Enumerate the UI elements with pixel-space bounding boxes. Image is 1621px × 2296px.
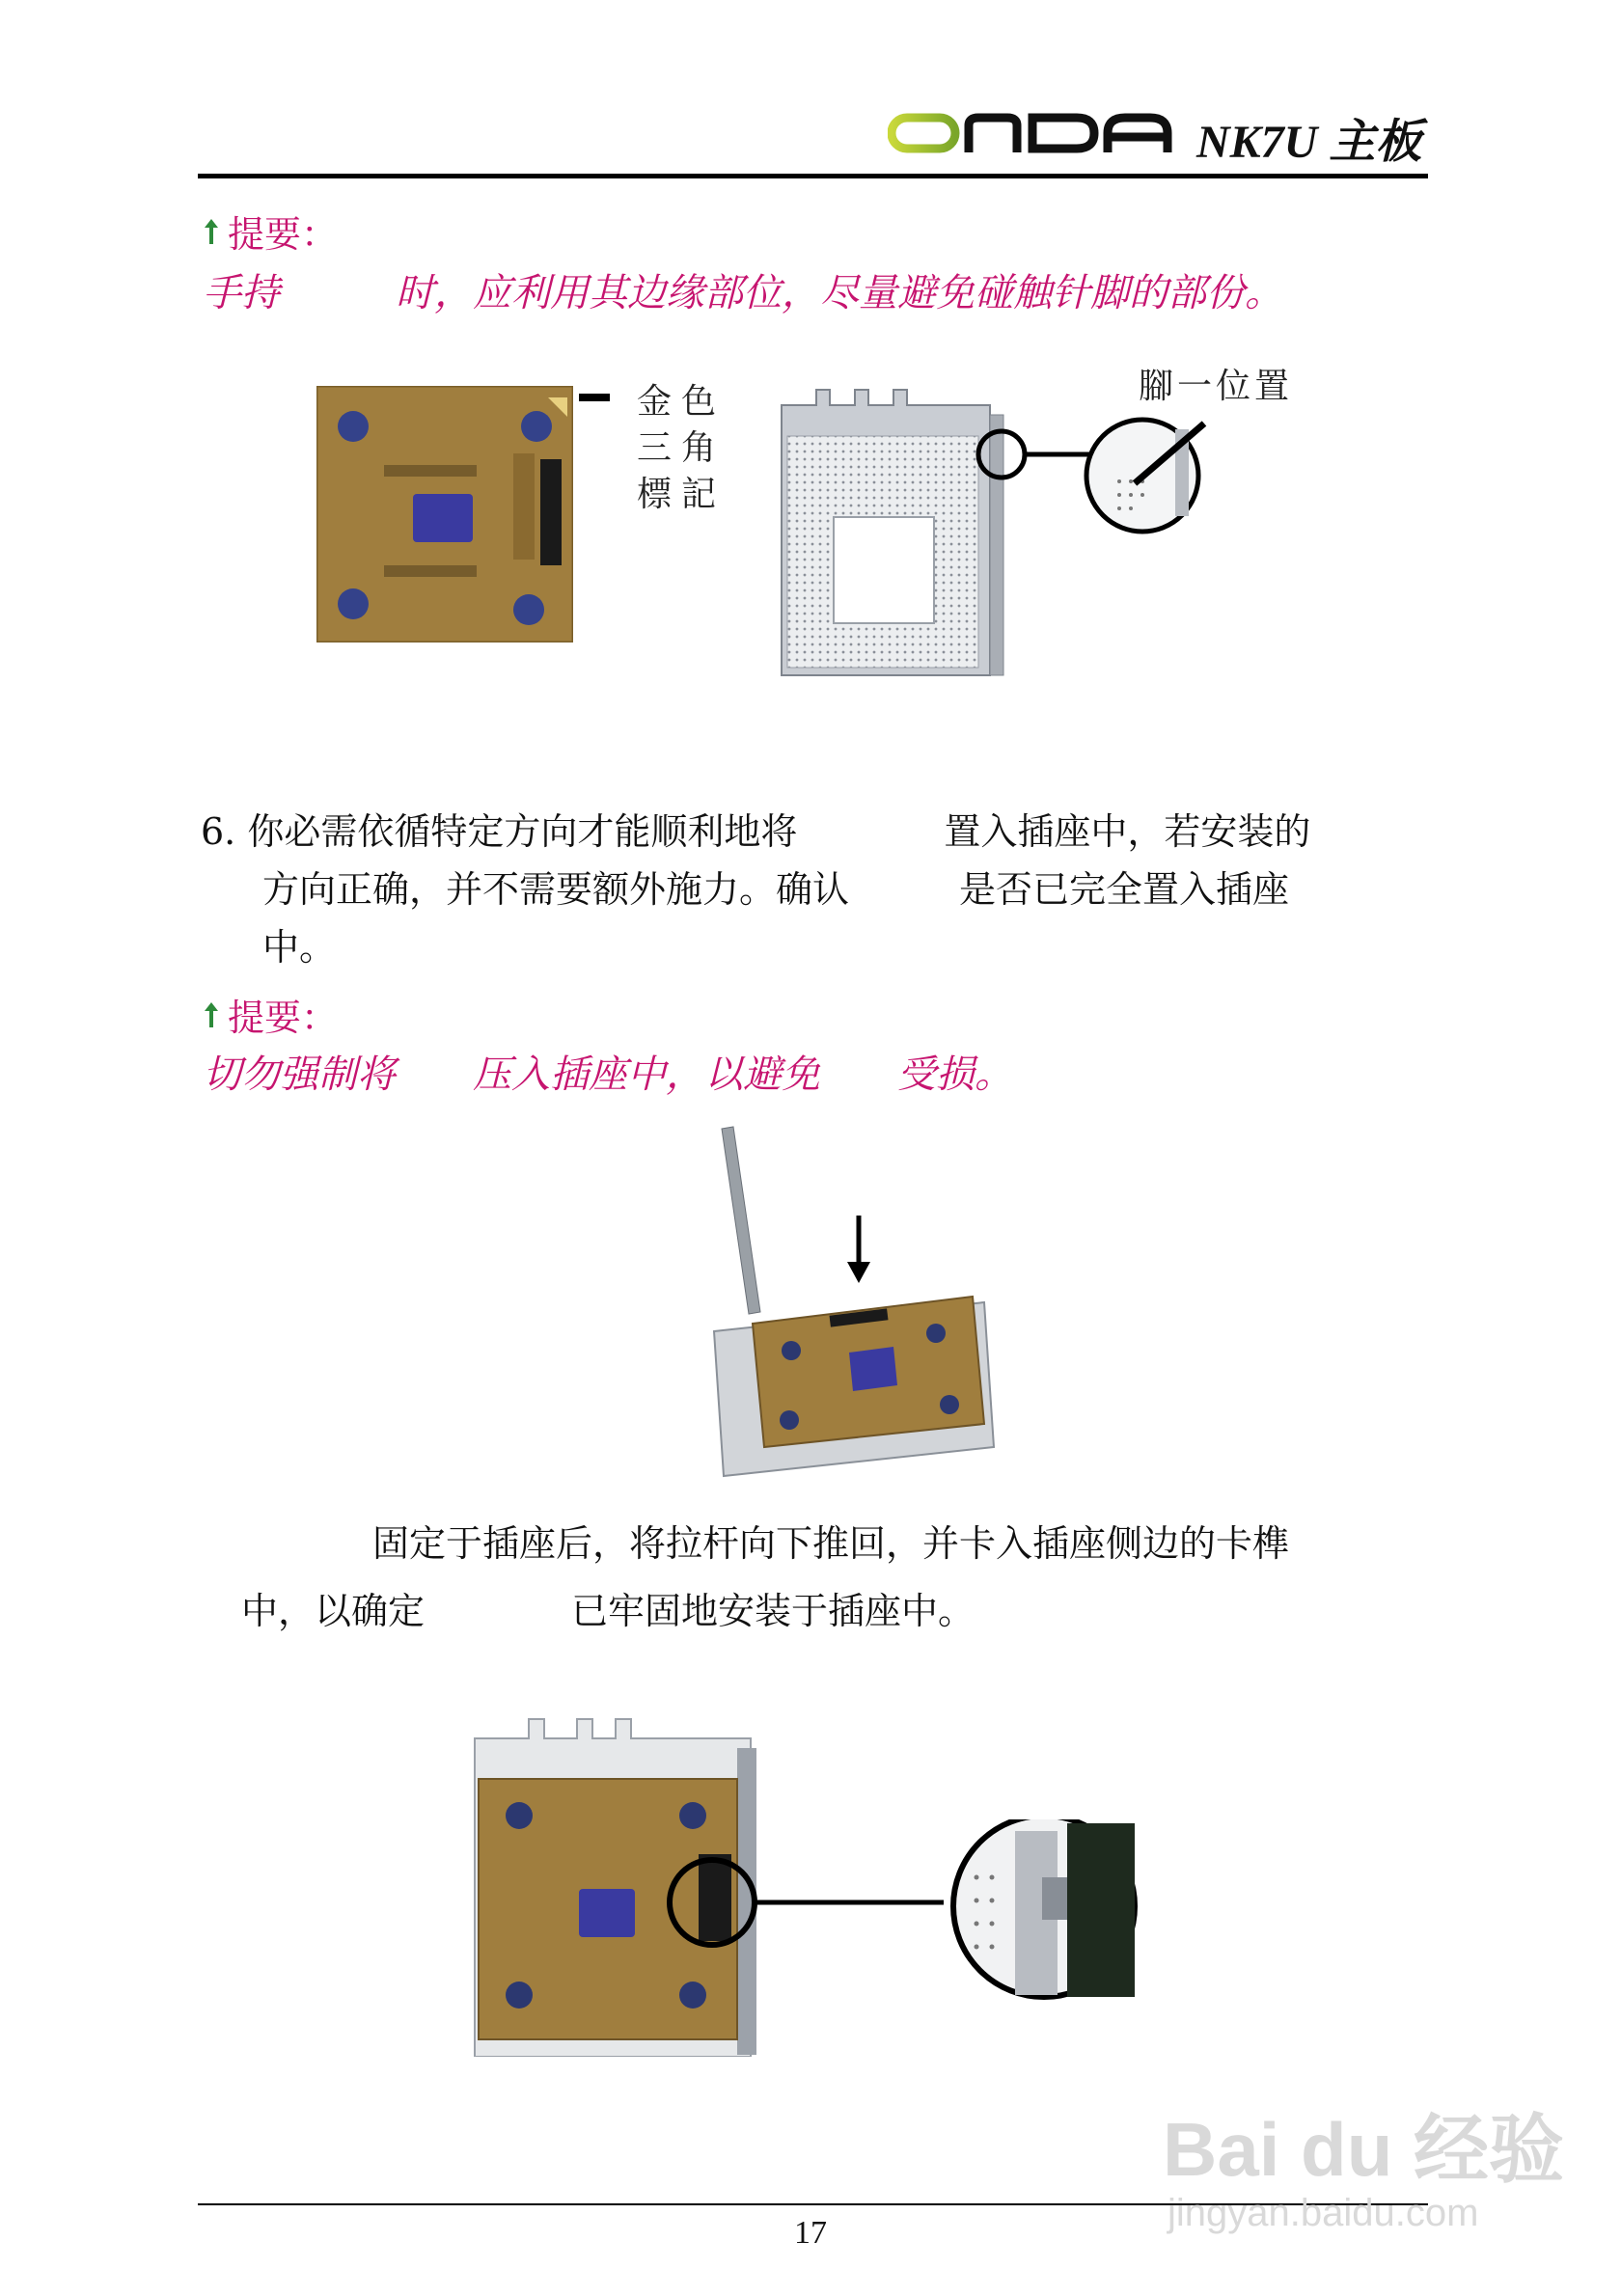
watermark-brand: Bai du 经验 bbox=[1163, 2107, 1565, 2192]
tip-text-1: 手持 时，应利用其边缘部位，尽量避免碰触针脚的部份。 bbox=[203, 271, 1283, 315]
step6-line-3: 中。 bbox=[262, 926, 337, 969]
step7-line-2: 中，以确定 已牢固地安装于插座中。 bbox=[241, 1590, 975, 1632]
cpu-locked-photo bbox=[471, 1700, 770, 2057]
watermark-url: jingyan.baidu.com bbox=[1168, 2192, 1479, 2234]
callout-dash bbox=[579, 394, 610, 401]
socket-callout: 腳一位置 bbox=[1139, 367, 1294, 406]
cpu-callout-line-3: 標記 bbox=[637, 475, 727, 514]
cpu-insertion-photo bbox=[695, 1119, 1013, 1486]
step6-line-2: 方向正确，并不需要额外施力。确认 是否已完全置入插座 bbox=[262, 868, 1290, 911]
step7-line-1: 固定于插座后，将拉杆向下推回，并卡入插座侧边的卡榫 bbox=[262, 1522, 1290, 1565]
latch-magnifier bbox=[753, 1819, 1158, 2012]
tip-heading-1 bbox=[201, 205, 338, 258]
step6-line-1: 6. 你必需依循特定方向才能顺利地将 置入插座中，若安装的 bbox=[201, 810, 1311, 853]
cpu-callout-line-1: 金色 bbox=[637, 382, 727, 422]
pin-icon bbox=[201, 1000, 222, 1029]
cpu-callout-line-2: 三角 bbox=[637, 428, 727, 468]
onda-logo bbox=[888, 108, 1172, 158]
tip-heading-label: 提要： bbox=[228, 213, 339, 256]
pin-icon bbox=[201, 217, 222, 246]
tip-heading-label: 提要： bbox=[228, 997, 339, 1039]
tip-text-2: 切勿强制将 压入插座中，以避免 受损。 bbox=[203, 1052, 1013, 1097]
page-number: 17 bbox=[794, 2215, 827, 2251]
header-rule bbox=[198, 174, 1428, 178]
pin1-magnifier bbox=[965, 410, 1216, 555]
cpu-photo bbox=[316, 386, 573, 642]
tip-heading-2 bbox=[201, 988, 338, 1041]
model-title: NK7U 主板 bbox=[1196, 117, 1422, 168]
